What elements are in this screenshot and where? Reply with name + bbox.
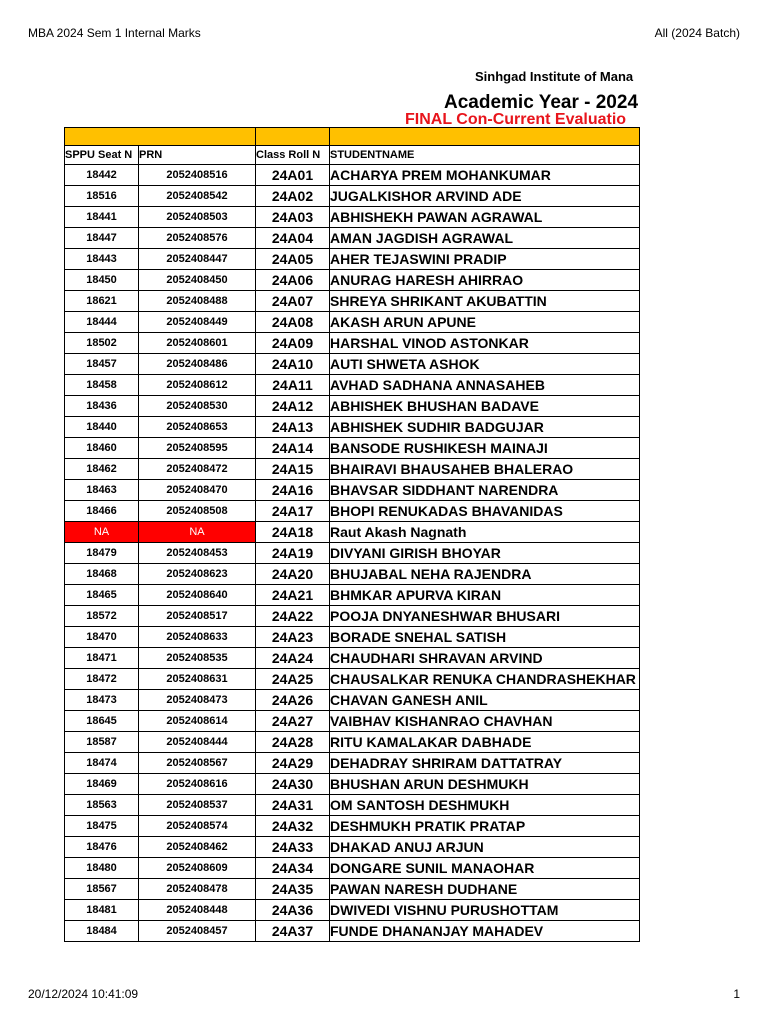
student-name-cell: VAIBHAV KISHANRAO CHAVHAN: [330, 711, 640, 732]
seat-number-cell: 18463: [65, 480, 139, 501]
table-row: [65, 816, 640, 837]
roll-number-cell: 24A25: [256, 669, 330, 690]
prn-cell: 2052408623: [139, 564, 256, 585]
prn-cell: 2052408542: [139, 186, 256, 207]
seat-number-cell: 18462: [65, 459, 139, 480]
student-name-cell: AKASH ARUN APUNE: [330, 312, 640, 333]
institute-name: Sinhgad Institute of Mana: [475, 69, 634, 84]
roll-number-cell: 24A02: [256, 186, 330, 207]
table-row: [65, 396, 640, 417]
table-row: [65, 837, 640, 858]
table-row: [65, 165, 640, 186]
prn-cell: 2052408470: [139, 480, 256, 501]
prn-cell: 2052408447: [139, 249, 256, 270]
student-name-cell: PAWAN NARESH DUDHANE: [330, 879, 640, 900]
prn-cell: 2052408631: [139, 669, 256, 690]
student-name-cell: BHAIRAVI BHAUSAHEB BHALERAO: [330, 459, 640, 480]
seat-number-cell: 18484: [65, 921, 139, 942]
seat-number-cell: NA: [65, 522, 139, 543]
student-name-cell: JUGALKISHOR ARVIND ADE: [330, 186, 640, 207]
seat-number-cell: 18476: [65, 837, 139, 858]
seat-number-cell: 18480: [65, 858, 139, 879]
seat-number-cell: 18436: [65, 396, 139, 417]
student-name-cell: DONGARE SUNIL MANAOHAR: [330, 858, 640, 879]
table-row: [65, 270, 640, 291]
roll-number-cell: 24A07: [256, 291, 330, 312]
seat-number-cell: 18471: [65, 648, 139, 669]
yellow-band-cell: [256, 128, 330, 146]
roll-number-cell: 24A37: [256, 921, 330, 942]
page-footer-page-number: 1: [733, 987, 740, 1001]
column-header-name: STUDENTNAME: [330, 146, 640, 165]
table-row: [65, 753, 640, 774]
roll-number-cell: 24A11: [256, 375, 330, 396]
student-name-cell: ABHISHEKH PAWAN AGRAWAL: [330, 207, 640, 228]
table-row: [65, 438, 640, 459]
table-row: [65, 711, 640, 732]
table-row: [65, 732, 640, 753]
roll-number-cell: 24A24: [256, 648, 330, 669]
prn-cell: 2052408503: [139, 207, 256, 228]
seat-number-cell: 18563: [65, 795, 139, 816]
student-name-cell: DEHADRAY SHRIRAM DATTATRAY: [330, 753, 640, 774]
table-row: [65, 921, 640, 942]
student-name-cell: BHAVSAR SIDDHANT NARENDRA: [330, 480, 640, 501]
seat-number-cell: 18468: [65, 564, 139, 585]
roll-number-cell: 24A12: [256, 396, 330, 417]
seat-number-cell: 18645: [65, 711, 139, 732]
header-band-row: [65, 128, 640, 146]
table-row: [65, 606, 640, 627]
roll-number-cell: 24A36: [256, 900, 330, 921]
prn-cell: 2052408517: [139, 606, 256, 627]
prn-cell: 2052408633: [139, 627, 256, 648]
column-header-row: [65, 146, 640, 165]
roll-number-cell: 24A26: [256, 690, 330, 711]
roll-number-cell: 24A01: [256, 165, 330, 186]
seat-number-cell: 18572: [65, 606, 139, 627]
yellow-band-cell: [330, 128, 640, 146]
roll-number-cell: 24A30: [256, 774, 330, 795]
prn-cell: 2052408567: [139, 753, 256, 774]
table-row: [65, 795, 640, 816]
seat-number-cell: 18472: [65, 669, 139, 690]
table-row: [65, 858, 640, 879]
roll-number-cell: 24A10: [256, 354, 330, 375]
student-name-cell: BHUJABAL NEHA RAJENDRA: [330, 564, 640, 585]
student-name-cell: POOJA DNYANESHWAR BHUSARI: [330, 606, 640, 627]
student-name-cell: CHAUDHARI SHRAVAN ARVIND: [330, 648, 640, 669]
roll-number-cell: 24A31: [256, 795, 330, 816]
prn-cell: NA: [139, 522, 256, 543]
seat-number-cell: 18481: [65, 900, 139, 921]
table-row: [65, 690, 640, 711]
table-row: [65, 585, 640, 606]
roll-number-cell: 24A15: [256, 459, 330, 480]
roll-number-cell: 24A14: [256, 438, 330, 459]
prn-cell: 2052408601: [139, 333, 256, 354]
prn-cell: 2052408535: [139, 648, 256, 669]
roll-number-cell: 24A23: [256, 627, 330, 648]
table-row: [65, 543, 640, 564]
student-name-cell: AVHAD SADHANA ANNASAHEB: [330, 375, 640, 396]
seat-number-cell: 18587: [65, 732, 139, 753]
seat-number-cell: 18465: [65, 585, 139, 606]
seat-number-cell: 18457: [65, 354, 139, 375]
table-row: [65, 648, 640, 669]
table-row: [65, 522, 640, 543]
table-row: [65, 249, 640, 270]
table-row: [65, 459, 640, 480]
prn-cell: 2052408488: [139, 291, 256, 312]
seat-number-cell: 18460: [65, 438, 139, 459]
student-name-cell: BHMKAR APURVA KIRAN: [330, 585, 640, 606]
prn-cell: 2052408609: [139, 858, 256, 879]
prn-cell: 2052408453: [139, 543, 256, 564]
prn-cell: 2052408486: [139, 354, 256, 375]
student-name-cell: AMAN JAGDISH AGRAWAL: [330, 228, 640, 249]
seat-number-cell: 18450: [65, 270, 139, 291]
roll-number-cell: 24A32: [256, 816, 330, 837]
evaluation-title: FINAL Con-Current Evaluatio: [405, 111, 627, 128]
student-name-cell: HARSHAL VINOD ASTONKAR: [330, 333, 640, 354]
prn-cell: 2052408612: [139, 375, 256, 396]
prn-cell: 2052408457: [139, 921, 256, 942]
table-row: [65, 417, 640, 438]
prn-cell: 2052408516: [139, 165, 256, 186]
roll-number-cell: 24A04: [256, 228, 330, 249]
roll-number-cell: 24A29: [256, 753, 330, 774]
roll-number-cell: 24A03: [256, 207, 330, 228]
student-name-cell: SHREYA SHRIKANT AKUBATTIN: [330, 291, 640, 312]
prn-cell: 2052408473: [139, 690, 256, 711]
seat-number-cell: 18567: [65, 879, 139, 900]
roll-number-cell: 24A22: [256, 606, 330, 627]
table-row: [65, 501, 640, 522]
roll-number-cell: 24A34: [256, 858, 330, 879]
prn-cell: 2052408444: [139, 732, 256, 753]
student-name-cell: BHUSHAN ARUN DESHMUKH: [330, 774, 640, 795]
seat-number-cell: 18474: [65, 753, 139, 774]
roll-number-cell: 24A17: [256, 501, 330, 522]
student-name-cell: ABHISHEK BHUSHAN BADAVE: [330, 396, 640, 417]
seat-number-cell: 18470: [65, 627, 139, 648]
roll-number-cell: 24A20: [256, 564, 330, 585]
student-name-cell: AHER TEJASWINI PRADIP: [330, 249, 640, 270]
table-row: [65, 375, 640, 396]
prn-cell: 2052408530: [139, 396, 256, 417]
table-row: [65, 291, 640, 312]
prn-cell: 2052408576: [139, 228, 256, 249]
marks-table: [64, 127, 640, 942]
roll-number-cell: 24A16: [256, 480, 330, 501]
roll-number-cell: 24A18: [256, 522, 330, 543]
seat-number-cell: 18442: [65, 165, 139, 186]
roll-number-cell: 24A06: [256, 270, 330, 291]
column-header-seat: SPPU Seat N: [65, 146, 139, 165]
student-name-cell: DESHMUKH PRATIK PRATAP: [330, 816, 640, 837]
prn-cell: 2052408537: [139, 795, 256, 816]
student-name-cell: ANURAG HARESH AHIRRAO: [330, 270, 640, 291]
prn-cell: 2052408640: [139, 585, 256, 606]
academic-year-title: Academic Year - 2024: [444, 92, 639, 113]
roll-number-cell: 24A09: [256, 333, 330, 354]
student-name-cell: OM SANTOSH DESHMUKH: [330, 795, 640, 816]
student-name-cell: DHAKAD ANUJ ARJUN: [330, 837, 640, 858]
prn-cell: 2052408462: [139, 837, 256, 858]
table-row: [65, 354, 640, 375]
roll-number-cell: 24A05: [256, 249, 330, 270]
roll-number-cell: 24A27: [256, 711, 330, 732]
prn-cell: 2052408653: [139, 417, 256, 438]
student-name-cell: CHAVAN GANESH ANIL: [330, 690, 640, 711]
table-row: [65, 564, 640, 585]
table-row: [65, 900, 640, 921]
student-name-cell: FUNDE DHANANJAY MAHADEV: [330, 921, 640, 942]
table-row: [65, 312, 640, 333]
table-row: [65, 669, 640, 690]
seat-number-cell: 18458: [65, 375, 139, 396]
page-header-batch: All (2024 Batch): [654, 26, 740, 40]
roll-number-cell: 24A13: [256, 417, 330, 438]
table-row: [65, 774, 640, 795]
student-name-cell: ABHISHEK SUDHIR BADGUJAR: [330, 417, 640, 438]
yellow-band-cell: [65, 128, 256, 146]
student-name-cell: DWIVEDI VISHNU PURUSHOTTAM: [330, 900, 640, 921]
student-name-cell: AUTI SHWETA ASHOK: [330, 354, 640, 375]
seat-number-cell: 18479: [65, 543, 139, 564]
student-name-cell: BORADE SNEHAL SATISH: [330, 627, 640, 648]
prn-cell: 2052408595: [139, 438, 256, 459]
student-name-cell: BHOPI RENUKADAS BHAVANIDAS: [330, 501, 640, 522]
roll-number-cell: 24A33: [256, 837, 330, 858]
seat-number-cell: 18440: [65, 417, 139, 438]
seat-number-cell: 18473: [65, 690, 139, 711]
roll-number-cell: 24A35: [256, 879, 330, 900]
seat-number-cell: 18502: [65, 333, 139, 354]
roll-number-cell: 24A28: [256, 732, 330, 753]
column-header-roll: Class Roll N: [256, 146, 330, 165]
seat-number-cell: 18443: [65, 249, 139, 270]
page-footer-timestamp: 20/12/2024 10:41:09: [28, 987, 139, 1001]
student-name-cell: Raut Akash Nagnath: [330, 522, 640, 543]
table-row: [65, 228, 640, 249]
seat-number-cell: 18516: [65, 186, 139, 207]
seat-number-cell: 18444: [65, 312, 139, 333]
table-row: [65, 480, 640, 501]
prn-cell: 2052408448: [139, 900, 256, 921]
column-header-prn: PRN: [139, 146, 256, 165]
student-name-cell: ACHARYA PREM MOHANKUMAR: [330, 165, 640, 186]
page-header-title: MBA 2024 Sem 1 Internal Marks: [28, 26, 201, 40]
table-row: [65, 333, 640, 354]
seat-number-cell: 18447: [65, 228, 139, 249]
prn-cell: 2052408614: [139, 711, 256, 732]
seat-number-cell: 18466: [65, 501, 139, 522]
prn-cell: 2052408478: [139, 879, 256, 900]
prn-cell: 2052408449: [139, 312, 256, 333]
table-row: [65, 186, 640, 207]
seat-number-cell: 18469: [65, 774, 139, 795]
prn-cell: 2052408508: [139, 501, 256, 522]
student-name-cell: CHAUSALKAR RENUKA CHANDRASHEKHAR: [330, 669, 640, 690]
prn-cell: 2052408616: [139, 774, 256, 795]
table-row: [65, 627, 640, 648]
student-name-cell: DIVYANI GIRISH BHOYAR: [330, 543, 640, 564]
seat-number-cell: 18475: [65, 816, 139, 837]
roll-number-cell: 24A21: [256, 585, 330, 606]
prn-cell: 2052408574: [139, 816, 256, 837]
roll-number-cell: 24A19: [256, 543, 330, 564]
table-row: [65, 879, 640, 900]
roll-number-cell: 24A08: [256, 312, 330, 333]
table-row: [65, 207, 640, 228]
student-name-cell: RITU KAMALAKAR DABHADE: [330, 732, 640, 753]
seat-number-cell: 18441: [65, 207, 139, 228]
prn-cell: 2052408472: [139, 459, 256, 480]
seat-number-cell: 18621: [65, 291, 139, 312]
student-name-cell: BANSODE RUSHIKESH MAINAJI: [330, 438, 640, 459]
prn-cell: 2052408450: [139, 270, 256, 291]
